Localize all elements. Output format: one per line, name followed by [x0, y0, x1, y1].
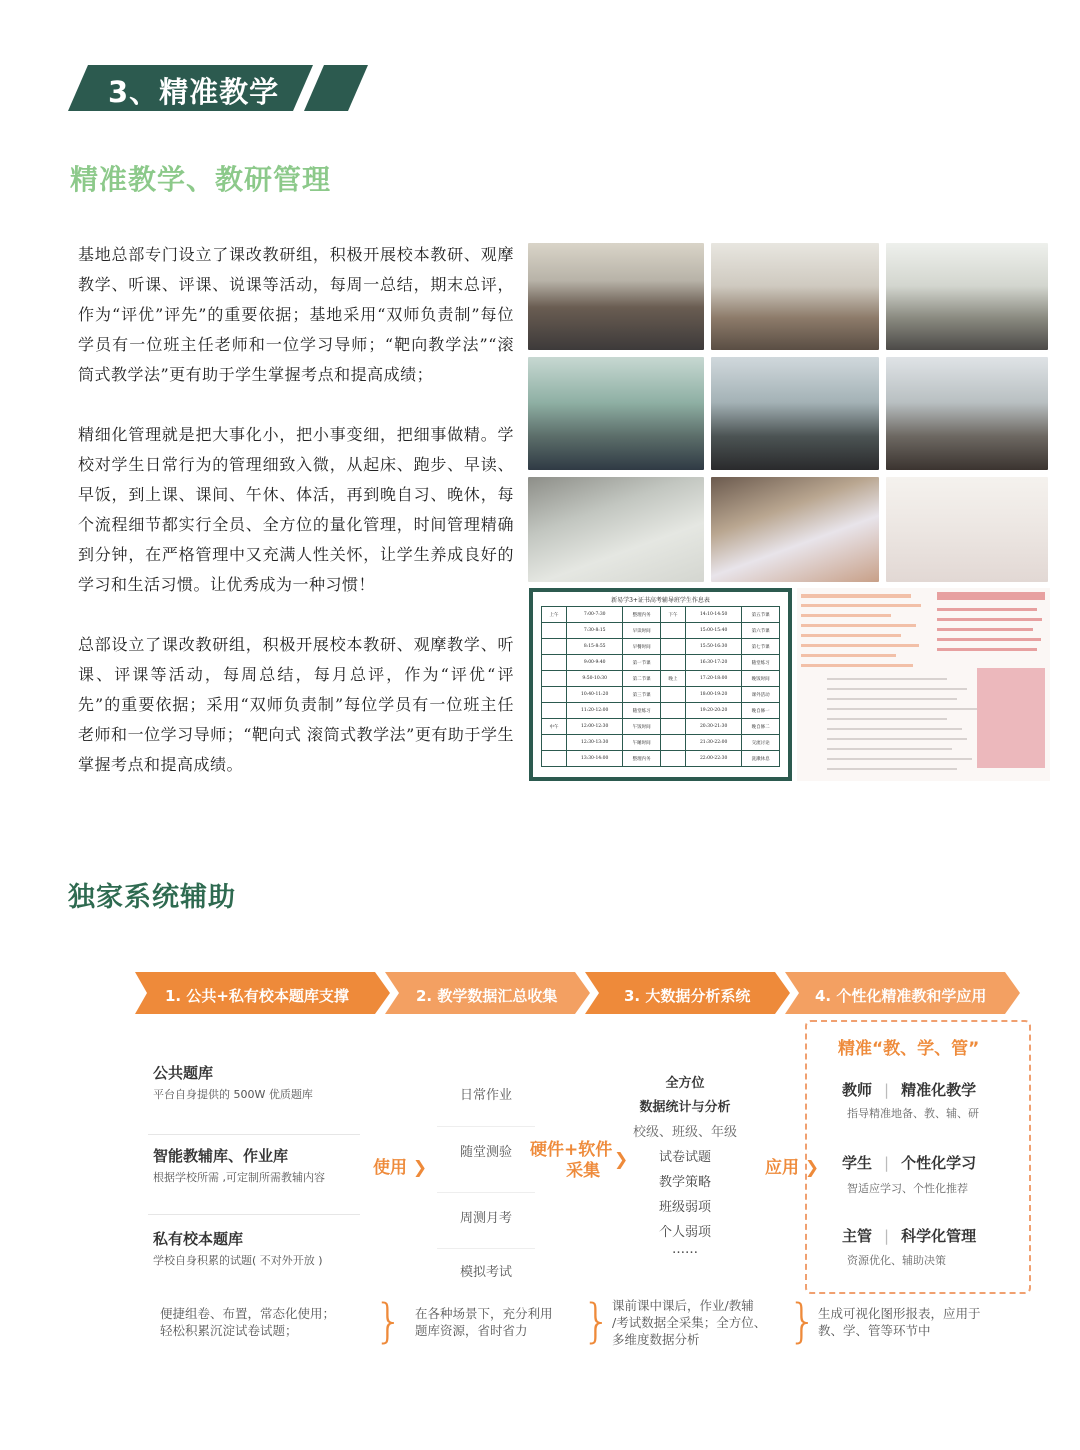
- divider: [437, 1248, 535, 1249]
- schedule-cell: 整理内务: [623, 607, 661, 623]
- bank-title: 公共题库: [153, 1064, 214, 1082]
- schedule-cell: 下午: [660, 607, 685, 623]
- schedule-cell: 22:00-22:30: [685, 751, 741, 767]
- schedule-row: [542, 639, 780, 655]
- schedule-cell: 晚自修二: [742, 719, 780, 735]
- schedule-cell: [542, 751, 567, 767]
- paragraph: 基地总部专门设立了课改教研组，积极开展校本教研、观摩教学、听课、评课、说课等活动，每周一总结，期末总评，作为“评优”评先”的重要依据；基地采用“双师负责制”每位学员有一位班主任老师和一位学习导师；“靶向教学法”“滚筒式教学法”更有助于学生掌握考点和提高成绩；: [78, 245, 514, 384]
- step-4-label: 4. 个性化精准教和学应用: [815, 987, 987, 1005]
- schedule-cell: 第七节课: [742, 639, 780, 655]
- bank-desc: 根据学校所需 ,可定制所需教辅内容: [153, 1171, 325, 1184]
- page-subtitle: 精准教学、教研管理: [70, 163, 332, 196]
- step-2-label: 2. 教学数据汇总收集: [416, 987, 558, 1005]
- schedule-cell: 19:20-20:20: [685, 703, 741, 719]
- schedule-cell: [542, 703, 567, 719]
- schedule-cell: 随堂练习: [742, 655, 780, 671]
- schedule-cell: 第一节课: [623, 655, 661, 671]
- schedule-cell: 早餐时间: [623, 639, 661, 655]
- schedule-cell: 第六节课: [742, 623, 780, 639]
- schedule-cell: 7:00-7:30: [567, 607, 623, 623]
- apply-label: 应用 ❯: [765, 1158, 820, 1178]
- schedule-cell: 上午: [542, 607, 567, 623]
- schedule-row: [542, 671, 780, 687]
- analysis-item: 教学策略: [658, 1175, 711, 1190]
- bank-title: 智能教辅库、作业库: [153, 1147, 289, 1165]
- use-label: 使用 ❯: [373, 1158, 428, 1178]
- schedule-cell: 15:00-15:40: [685, 623, 741, 639]
- bank-title: 私有校本题库: [153, 1230, 244, 1248]
- schedule-row: [542, 607, 780, 623]
- analysis-item: 试卷试题: [658, 1150, 711, 1165]
- schedule-row: [542, 655, 780, 671]
- schedule-cell: [660, 719, 685, 735]
- document-photo: [886, 477, 1048, 582]
- schedule-cell: [660, 751, 685, 767]
- schedule-cell: 12:30-13:30: [567, 735, 623, 751]
- timetable-image: [797, 588, 1050, 781]
- classroom-photo: [886, 243, 1048, 350]
- schedule-cell: 21:30-22:00: [685, 735, 741, 751]
- system-title: 独家系统辅助: [68, 882, 236, 913]
- step-3-label: 3. 大数据分析系统: [624, 987, 751, 1005]
- schedule-cell: 17:20-18:00: [685, 671, 741, 687]
- schedule-cell: 第五节课: [742, 607, 780, 623]
- meeting-photo: [886, 357, 1048, 470]
- divider: [148, 1214, 360, 1215]
- schedule-cell: 中午: [542, 719, 567, 735]
- schedule-cell: [660, 687, 685, 703]
- schedule-cell: 整理内务: [623, 751, 661, 767]
- divider: [437, 1192, 535, 1193]
- schedule-cell: [542, 687, 567, 703]
- schedule-cell: 16:30-17:20: [685, 655, 741, 671]
- analysis-item: ……: [672, 1242, 698, 1257]
- brace-icon: }: [374, 1294, 404, 1348]
- role-row: 主管 | 科学化管理: [842, 1227, 977, 1245]
- note-4: 生成可视化图形报表，应用于 教、学、管等环节中: [818, 1306, 981, 1338]
- brace-icon: }: [582, 1294, 612, 1348]
- meeting-photo: [711, 357, 879, 470]
- schedule-cell: [660, 703, 685, 719]
- schedule-cell: 11:20-12:00: [567, 703, 623, 719]
- schedule-row: [542, 719, 780, 735]
- schedule-cell: [660, 623, 685, 639]
- schedule-cell: 15:50-16:30: [685, 639, 741, 655]
- paragraph: 总部设立了课改教研组，积极开展校本教研、观摩教学、听课、评课等活动，每周总结，每月总评，作为“评优“评先”的重要依据；采用“双师负责制”每位学员有一位班主任老师和一位学习导师；“靶向式 滚筒式教学法”更有助于学生掌握考点和提高成绩。: [78, 635, 514, 774]
- schedule-cell: 12:00-12:30: [567, 719, 623, 735]
- scene-item: 周测月考: [459, 1211, 512, 1226]
- schedule-cell: 第三节课: [623, 687, 661, 703]
- role-desc: 资源优化、辅助决策: [847, 1254, 946, 1267]
- note-2: 在各种场景下，充分利用 题库资源，省时省力: [415, 1306, 553, 1338]
- precise-title: 精准“教、学、管”: [838, 1039, 980, 1059]
- analysis-head: 全方位: [665, 1076, 705, 1091]
- exam-paper-photo: [711, 477, 879, 582]
- schedule-cell: [542, 735, 567, 751]
- note-1: 便捷组卷、布置，常态化使用； 轻松积累沉淀试卷试题；: [160, 1306, 336, 1338]
- exam-paper-photo: [528, 477, 704, 582]
- divider: [148, 1134, 360, 1135]
- schedule-cell: 10:40-11:20: [567, 687, 623, 703]
- chevron-right-icon: ❯: [407, 1158, 428, 1178]
- schedule-row: [542, 735, 780, 751]
- schedule-cell: [660, 639, 685, 655]
- role-row: 学生 | 个性化学习: [842, 1154, 977, 1172]
- schedule-cell: [542, 671, 567, 687]
- schedule-cell: 早读时间: [623, 623, 661, 639]
- collect-label: 硬件+软件 采集: [530, 1140, 613, 1181]
- role-desc: 指导精准地备、教、辅、研: [847, 1107, 979, 1120]
- schedule-title: 新易学3+证书高考辅导班学生作息表: [611, 597, 710, 604]
- schedule-cell: 随堂练习: [623, 703, 661, 719]
- schedule-cell: 9:00-9:40: [567, 655, 623, 671]
- scene-item: 随堂测验: [459, 1145, 512, 1160]
- meeting-photo: [528, 357, 704, 470]
- chevron-right-icon: ❯: [799, 1158, 820, 1178]
- analysis-head: 数据统计与分析: [639, 1100, 731, 1115]
- schedule-cell: 第二节课: [623, 671, 661, 687]
- schedule-cell: 午饭时间: [623, 719, 661, 735]
- bank-desc: 学校自身积累的试题( 不对外开放 ): [153, 1254, 323, 1267]
- schedule-cell: 14:10-14:50: [685, 607, 741, 623]
- schedule-cell: 18:00-19:20: [685, 687, 741, 703]
- schedule-cell: 交流讨论: [742, 735, 780, 751]
- body-text: [78, 240, 514, 810]
- schedule-cell: [542, 639, 567, 655]
- schedule-row: [542, 703, 780, 719]
- schedule-cell: 晚饭时间: [742, 671, 780, 687]
- schedule-cell: 洗漱休息: [742, 751, 780, 767]
- schedule-row: [542, 687, 780, 703]
- step-1-label: 1. 公共+私有校本题库支撑: [165, 987, 349, 1005]
- schedule-cell: 晚上: [660, 671, 685, 687]
- schedule-cell: 8:15-8:55: [567, 639, 623, 655]
- schedule-cell: [542, 623, 567, 639]
- schedule-cell: 20:30-21:30: [685, 719, 741, 735]
- schedule-grid: [541, 606, 780, 767]
- photo-collage: [528, 243, 1050, 582]
- schedule-cell: [660, 735, 685, 751]
- schedule-cell: 晚自修一: [742, 703, 780, 719]
- analysis-levels: 校级、班级、年级: [632, 1125, 737, 1140]
- note-3: 课前课中课后，作业/教辅 /考试数据全采集；全方位、 多维度数据分析: [612, 1298, 767, 1347]
- scene-item: 模拟考试: [459, 1265, 512, 1280]
- paragraph: 精细化管理就是把大事化小，把小事变细，把细事做精。学校对学生日常行为的管理细致入微，从起床、跑步、早读、早饭，到上课、课间、午休、体活，再到晚自习、晚休，每个流程细节都实行全员、全方位的量化管理，时间管理精确到分钟，在严格管理中又充满人性关怀，让学生养成良好的学习和生活习惯。让优秀成为一种习惯！: [78, 425, 514, 594]
- schedule-cell: [660, 655, 685, 671]
- schedule-cell: 13:30-14:00: [567, 751, 623, 767]
- schedule-cell: 午睡时间: [623, 735, 661, 751]
- analysis-item: 班级弱项: [658, 1200, 711, 1215]
- divider: [437, 1126, 535, 1127]
- schedule-cell: 7:30-8:15: [567, 623, 623, 639]
- scene-item: 日常作业: [459, 1088, 512, 1103]
- chevron-right-icon: ❯: [614, 1150, 629, 1170]
- analysis-item: 个人弱项: [658, 1225, 711, 1240]
- schedule-table: [529, 588, 792, 781]
- brace-icon: }: [788, 1294, 818, 1348]
- schedule-row: [542, 623, 780, 639]
- schedule-cell: [542, 655, 567, 671]
- classroom-photo: [528, 243, 704, 350]
- classroom-photo: [711, 243, 879, 350]
- role-desc: 智适应学习、个性化推荐: [847, 1182, 968, 1195]
- schedule-row: [542, 751, 780, 767]
- schedule-cell: 课外活动: [742, 687, 780, 703]
- schedule-cell: 9:50-10:30: [567, 671, 623, 687]
- bank-desc: 平台自身提供的 500W 优质题库: [153, 1088, 313, 1101]
- role-row: 教师 | 精准化教学: [842, 1081, 977, 1099]
- section-title: 3、精准教学: [108, 75, 280, 109]
